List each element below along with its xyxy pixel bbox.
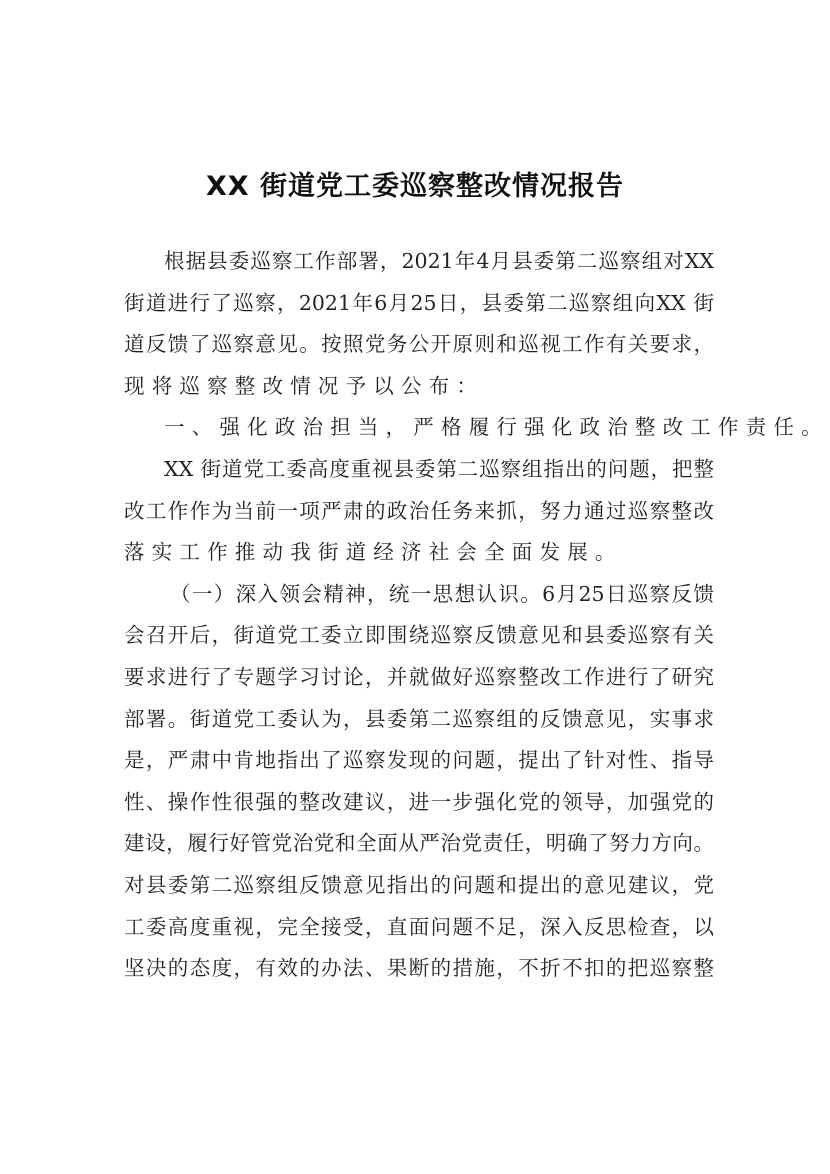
paragraph — [124, 449, 714, 574]
paragraph-line: 落实工作推动我街道经济社会全面发展。 — [124, 540, 623, 565]
paragraph-line: 会召开后，街道党工委立即围绕巡察反馈意见和县委巡察有关 — [124, 623, 714, 648]
paragraph — [124, 574, 714, 990]
paragraph-line: 现将巡察整改情况予以公布： — [124, 373, 485, 398]
paragraph-line: 要求进行了专题学习讨论，并就做好巡察整改工作进行了研究 — [124, 664, 714, 689]
paragraph-line: 街道进行了巡察，2021年6月25日，县委第二巡察组向XX 街 — [124, 290, 714, 315]
paragraph-line: 坚决的态度，有效的办法、果断的措施，不折不扣的把巡察整 — [124, 956, 714, 981]
paragraph-line: 根据县委巡察工作部署，2021年4月县委第二巡察组对XX — [164, 249, 714, 273]
paragraph-line: 道反馈了巡察意见。按照党务公开原则和巡视工作有关要求， — [124, 332, 714, 357]
paragraph-line: 是，严肃中肯地指出了巡察发现的问题，提出了针对性、指导 — [124, 748, 714, 773]
paragraph-line: （一）深入领会精神，统一思想认识。6月25日巡察反馈 — [170, 581, 714, 606]
paragraph — [124, 407, 829, 449]
paragraph — [124, 241, 714, 407]
paragraph-line: 部署。街道党工委认为，县委第二巡察组的反馈意见，实事求 — [124, 706, 714, 731]
paragraph-line: 工委高度重视，完全接受，直面问题不足，深入反思检查，以 — [124, 914, 714, 939]
paragraph-line: 性、操作性很强的整改建议，进一步强化党的领导，加强党的 — [124, 789, 714, 814]
paragraph-line: 一、强化政治担当，严格履行强化政治整改工作责任。 — [164, 415, 829, 440]
paragraph-line: XX 街道党工委高度重视县委第二巡察组指出的问题，把整 — [164, 456, 714, 481]
paragraph-line: 对县委第二巡察组反馈意见指出的问题和提出的意见建议，党 — [124, 872, 714, 897]
document-title: XX 街道党工委巡察整改情况报告 — [205, 171, 625, 202]
paragraph-line: 建设，履行好管党治党和全面从严治党责任，明确了努力方向。 — [124, 831, 714, 856]
paragraph-line: 改工作作为当前一项严肃的政治任务来抓，努力通过巡察整改 — [124, 498, 714, 523]
document-body — [124, 241, 829, 990]
